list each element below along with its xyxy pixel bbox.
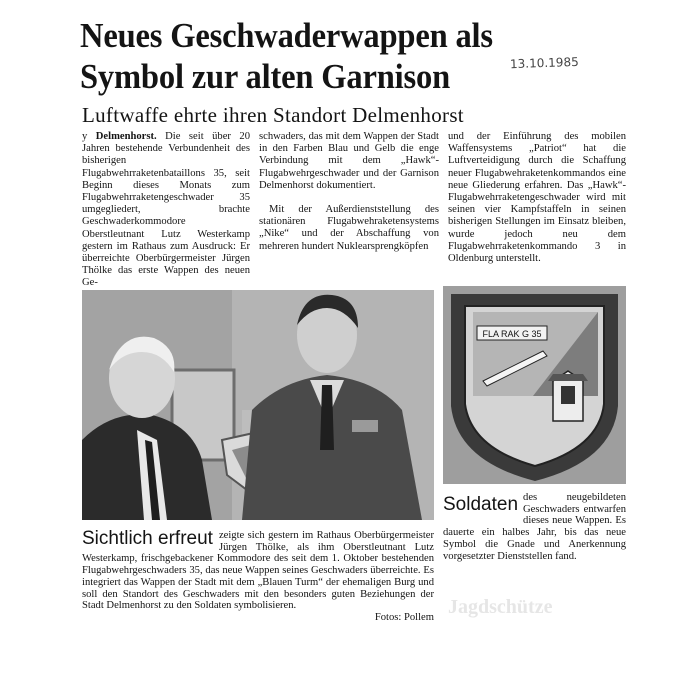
column-2-paragraph-1: schwaders, das mit dem Wappen der Stadt in den Farben Blau und Gelb die enge Verbindung mit dem „Hawk“-Flugabwehrgeschwader und der Garnison Delmenhorst dokumentiert. — [259, 131, 439, 191]
dateline-city: Delmenhorst. — [95, 131, 157, 142]
squadron-emblem-illustration — [443, 286, 626, 484]
caption-lead-left: Sichtlich erfreut — [82, 528, 213, 549]
byline-prefix: y — [82, 131, 96, 142]
photo-caption-left — [82, 530, 434, 624]
handwritten-date: 13.10.1985 — [509, 54, 579, 72]
caption-text-left: zeigte sich gestern im Rathaus Oberbürgermeister Jürgen Thölke, als ihm Oberstleutnant Lutz Westerkamp, frischgebackener Kommodore des seit dem 1. Oktober bestehenden Flugabwehrgeschwaders 35, das neue Wappen seines Geschwaders überreichte. Es integriert das Wappen der Stadt mit dem „Blauen Turm“ der ehemaligen Burg und soll den Standort des Geschwaders mit den besonders guten Beziehungen der Stadt Delmenhorst zu den Soldaten symbolisieren. — [82, 530, 434, 612]
photo-caption-right — [443, 492, 626, 562]
ceremony-photo — [82, 290, 434, 520]
column-3-text: und der Einführung des mobilen Waffensystems „Patriot“ hat die Luftverteidigung durch die Schaffung neuer Flugabwehraketenkommandos eine neue Gliederung erfahren. Das „Hawk“-Flugabwehrraketengeschwader wird mit seinen vier Kampfstaffeln in seinen bisherigen Stellungen im Einsatz bleiben, wurde jedoch neu dem Flugabwehrraketenkommando 3 in Oldenburg unterstellt. — [448, 131, 626, 265]
subheadline: Luftwaffe ehrte ihren Standort Delmenhorst — [82, 103, 464, 127]
caption-text-right: des neugebildeten Geschwaders entwarfen dieses neue Wappen. Es dauerte ein halbes Jahr, bis das neue Symbol die Gnade und Anerkennung vorgesetzter Dienststellen fand. — [443, 492, 626, 562]
column-1-text: Die seit über 20 Jahren bestehende Verbundenheit des bisherigen Flugabwehrraketenbataillons 35, seit Beginn dieses Monats zum Flugabwehrraketengeschwader 35 umgegliedert, brachte Geschwaderkommodore Oberstleutnant Lutz Westerkamp gestern im Rathaus zum Ausdruck: Er überreichte Oberbürgermeister Jürgen Thölke das erste Wappen des neuen Ge- — [82, 131, 250, 289]
ceremony-photo-illustration — [82, 290, 434, 520]
emblem-banner-text: FLA RAK G 35 — [482, 329, 542, 339]
article-column-1 — [82, 131, 250, 290]
faded-adjacent-headline: Jagdschütze — [448, 596, 553, 618]
article-column-3 — [448, 131, 626, 265]
caption-lead-right: Soldaten — [443, 494, 519, 515]
emblem-photo — [443, 286, 626, 484]
article-column-2 — [259, 131, 439, 253]
photo-credit: Fotos: Pollem — [374, 611, 434, 623]
column-2-paragraph-2: Mit der Außerdienststellung des stationären Flugabwehraketensystems „Nike“ und der Abschaffung von mehreren hundert Nuklearsprengköpfen — [259, 204, 439, 252]
headline: Neues Geschwaderwappen als Symbol zur alten Garnison — [80, 16, 493, 96]
